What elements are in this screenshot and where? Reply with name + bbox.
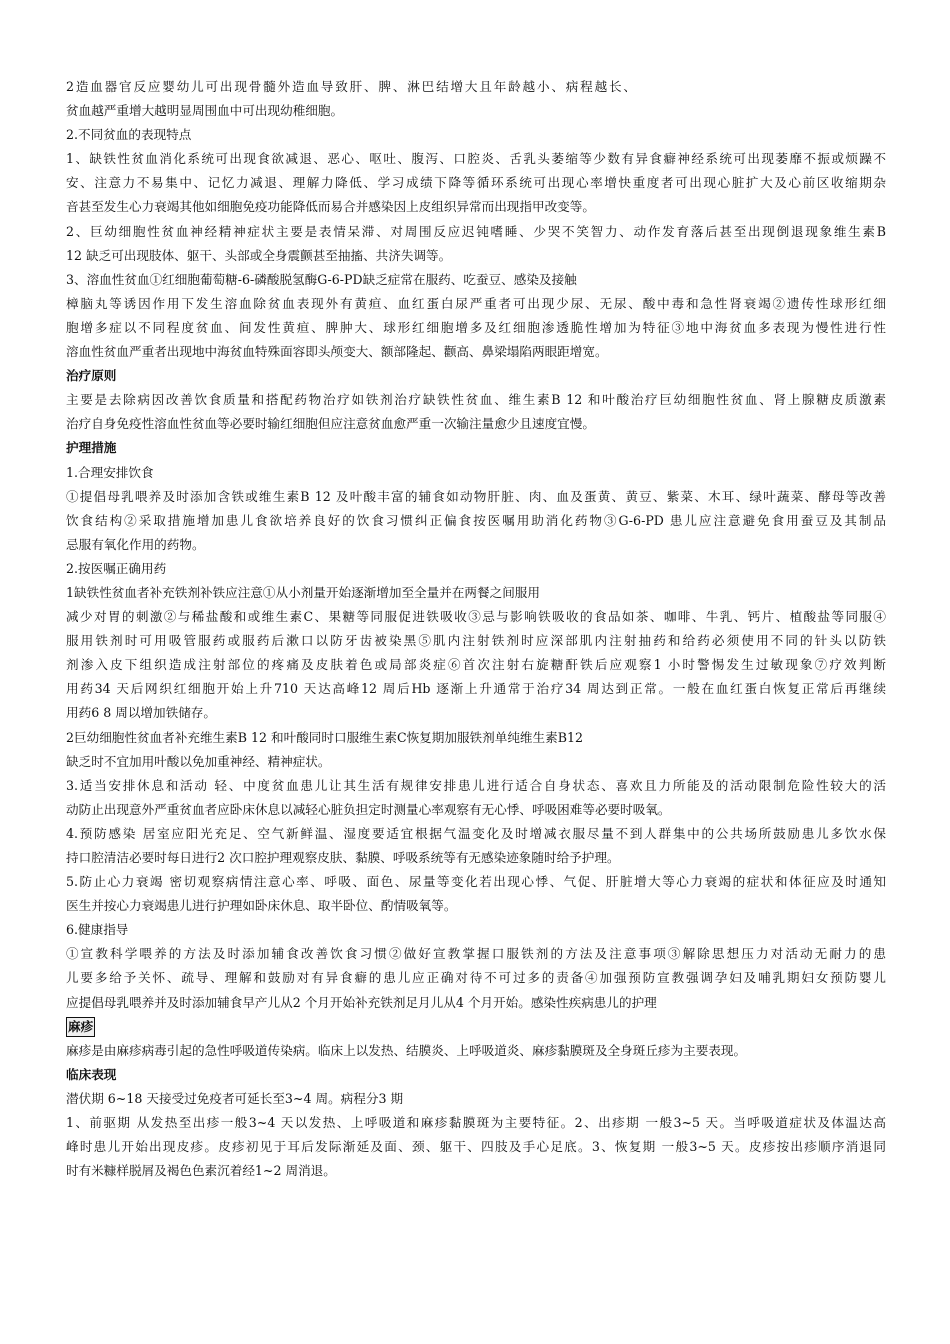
paragraph-line: 峰时患儿开始出现皮疹。皮疹初见于耳后发际渐延及面、颈、躯干、四肢及手心足底。3、恢复期 一般3~5 天。皮疹按出疹顺序消退同	[66, 1139, 886, 1155]
paragraph-line: 剂渗入皮下组织造成注射部位的疼痛及皮肤着色或局部炎症⑥首次注射右旋糖酐铁后应观察1 小时警惕发生过敏现象⑦疗效判断	[66, 657, 886, 673]
paragraph-line: 麻疹是由麻疹病毒引起的急性呼吸道传染病。临床上以发热、结膜炎、上呼吸道炎、麻疹黏膜斑及全身斑丘疹为主要表现。	[66, 1042, 747, 1058]
paragraph-line: 樟脑丸等诱因作用下发生溶血除贫血表现外有黄疸、血红蛋白尿严重者可出现少尿、无尿、酸中毒和急性肾衰竭②遗传性球形红细	[66, 295, 886, 311]
paragraph-line: 1缺铁性贫血者补充铁剂补铁应注意①从小剂量开始逐渐增加至全量并在两餐之间服用	[66, 584, 540, 600]
paragraph-line: 缺乏时不宜加用叶酸以免加重神经、精神症状。	[66, 753, 331, 769]
paragraph-line: 饮食结构②采取措施增加患儿食欲培养良好的饮食习惯纠正偏食按医嘱用助消化药物③G-6-PD 患儿应注意避免食用蚕豆及其制品	[66, 512, 886, 528]
paragraph-line: 3.适当安排休息和活动 轻、中度贫血患儿让其生活有规律安排患儿进行适合自身状态、喜欢且力所能及的活动限制危险性较大的活	[66, 777, 886, 793]
paragraph-line: 医生并按心力衰竭患儿进行护理如卧床休息、取半卧位、酌情吸氧等。	[66, 898, 457, 914]
paragraph-line: 忌服有氧化作用的药物。	[66, 536, 205, 552]
paragraph-line: 动防止出现意外严重贫血者应卧床休息以减轻心脏负担定时测量心率观察有无心悸、呼吸困难等必要时吸氧。	[66, 801, 671, 817]
paragraph-line: 音甚至发生心力衰竭其他如细胞免疫功能降低而易合并感染因上皮组织异常而出现指甲改变等。	[66, 199, 595, 215]
paragraph-line: ①提倡母乳喂养及时添加含铁或维生素B 12 及叶酸丰富的辅食如动物肝脏、肉、血及蛋黄、黄豆、紫菜、木耳、绿叶蔬菜、酵母等改善	[66, 488, 886, 504]
paragraph-line: 1、前驱期 从发热至出疹一般3~4 天以发热、上呼吸道和麻疹黏膜斑为主要特征。2、出疹期 一般3~5 天。当呼吸道症状及体温达高	[66, 1115, 886, 1131]
paragraph-line: 贫血越严重增大越明显周围血中可出现幼稚细胞。	[66, 103, 344, 119]
paragraph-line: 5.防止心力衰竭 密切观察病情注意心率、呼吸、面色、尿量等变化若出现心悸、气促、肝脏增大等心力衰竭的症状和体征应及时通知	[66, 874, 886, 890]
paragraph-line: 时有米糠样脱屑及褐色色素沉着经1~2 周消退。	[66, 1163, 336, 1179]
paragraph-line: 持口腔清洁必要时每日进行2 次口腔护理观察皮肤、黏膜、呼吸系统等有无感染迹象随时给予护理。	[66, 850, 620, 865]
paragraph-line: 治疗自身免疫性溶血性贫血等必要时输红细胞但应注意贫血愈严重一次输注量愈少且速度宜慢。	[66, 416, 595, 432]
heading-measles	[66, 1015, 886, 1039]
paragraph-line: 减少对胃的刺激②与稀盐酸和或维生素C、果糖等同服促进铁吸收③忌与影响铁吸收的食品如茶、咖啡、牛乳、钙片、植酸盐等同服④	[66, 609, 886, 625]
paragraph-line: 12 缺乏可出现肢体、躯干、头部或全身震颤甚至抽搐、共济失调等。	[66, 247, 452, 263]
paragraph-line: 应提倡母乳喂养并及时添加辅食早产儿从2 个月开始补充铁剂足月儿从4 个月开始。感染性疾病患儿的护理	[66, 994, 657, 1010]
paragraph-line: 用药34 天后网织红细胞开始上升710 天达高峰12 周后Hb 逐渐上升通常于治疗34 周达到正常。一般在血红蛋白恢复正常后再继续	[66, 681, 886, 697]
section-heading: 6.健康指导	[66, 922, 129, 938]
paragraph-line: 2巨幼细胞性贫血者补充维生素B 12 和叶酸同时口服维生素C恢复期加服铁剂单纯维生素B12	[66, 729, 583, 745]
paragraph-line: 2造血器官反应婴幼儿可出现骨髓外造血导致肝、脾、淋巴结增大且年龄越小、病程越长、	[66, 79, 636, 94]
paragraph-line: 胞增多症以不同程度贫血、间发性黄疸、脾肿大、球形红细胞增多及红细胞渗透脆性增加为特征③地中海贫血多表现为慢性进行性	[66, 319, 886, 335]
section-heading: 1.合理安排饮食	[66, 464, 154, 480]
paragraph-line: 用药6 8 周以增加铁储存。	[66, 705, 216, 721]
paragraph-line: 潜伏期 6~18 天接受过免疫者可延长至3~4 周。病程分3 期	[66, 1090, 404, 1106]
section-heading: 2.不同贫血的表现特点	[66, 127, 192, 143]
paragraph-line: 服用铁剂时可用吸管服药或服药后漱口以防牙齿被染黑⑤肌内注射铁剂时应深部肌内注射抽药和给药必须使用不同的针头以防铁	[66, 633, 886, 649]
heading-clinical-manifestations: 临床表现	[66, 1066, 117, 1082]
paragraph-line: 4.预防感染 居室应阳光充足、空气新鲜温、湿度要适宜根据气温变化及时增减衣服尽量不到人群集中的公共场所鼓励患儿多饮水保	[66, 825, 886, 841]
paragraph-line: 溶血性贫血严重者出现地中海贫血特殊面容即头颅变大、额部隆起、颧高、鼻梁塌陷两眼距增宽。	[66, 344, 608, 360]
paragraph-line: 主要是去除病因改善饮食质量和搭配药物治疗如铁剂治疗缺铁性贫血、维生素B 12 和叶酸治疗巨幼细胞性贫血、肾上腺糖皮质激素	[66, 392, 886, 408]
paragraph-line: 1、缺铁性贫血消化系统可出现食欲减退、恶心、呕吐、腹泻、口腔炎、舌乳头萎缩等少数有异食癖神经系统可出现萎靡不振或烦躁不	[66, 151, 886, 167]
paragraph-line: 安、注意力不易集中、记忆力减退、理解力降低、学习成绩下降等循环系统可出现心率增快重度者可出现心脏扩大及心前区收缩期杂	[66, 175, 886, 191]
boxed-title: 麻疹	[66, 1017, 95, 1037]
paragraph-line: ①宣教科学喂养的方法及时添加辅食改善饮食习惯②做好宣教掌握口服铁剂的方法及注意事项③解除思想压力对活动无耐力的患	[66, 946, 886, 962]
heading-nursing-measures: 护理措施	[66, 440, 117, 456]
paragraph-line: 儿要多给予关怀、疏导、理解和鼓励对有异食癖的患儿应正确对待不可过多的责备④加强预防宣教强调孕妇及哺乳期妇女预防婴儿	[66, 970, 886, 986]
paragraph-line: 2、巨幼细胞性贫血神经精神症状主要是表情呆滞、对周围反应迟钝嗜睡、少哭不笑智力、动作发育落后甚至出现倒退现象维生素B	[66, 223, 886, 239]
section-heading: 2.按医嘱正确用药	[66, 560, 167, 576]
paragraph-line: 3、溶血性贫血①红细胞葡萄糖-6-磷酸脱氢酶G-6-PD缺乏症常在服药、吃蚕豆、感染及接触	[66, 271, 577, 287]
heading-treatment-principles: 治疗原则	[66, 368, 117, 384]
